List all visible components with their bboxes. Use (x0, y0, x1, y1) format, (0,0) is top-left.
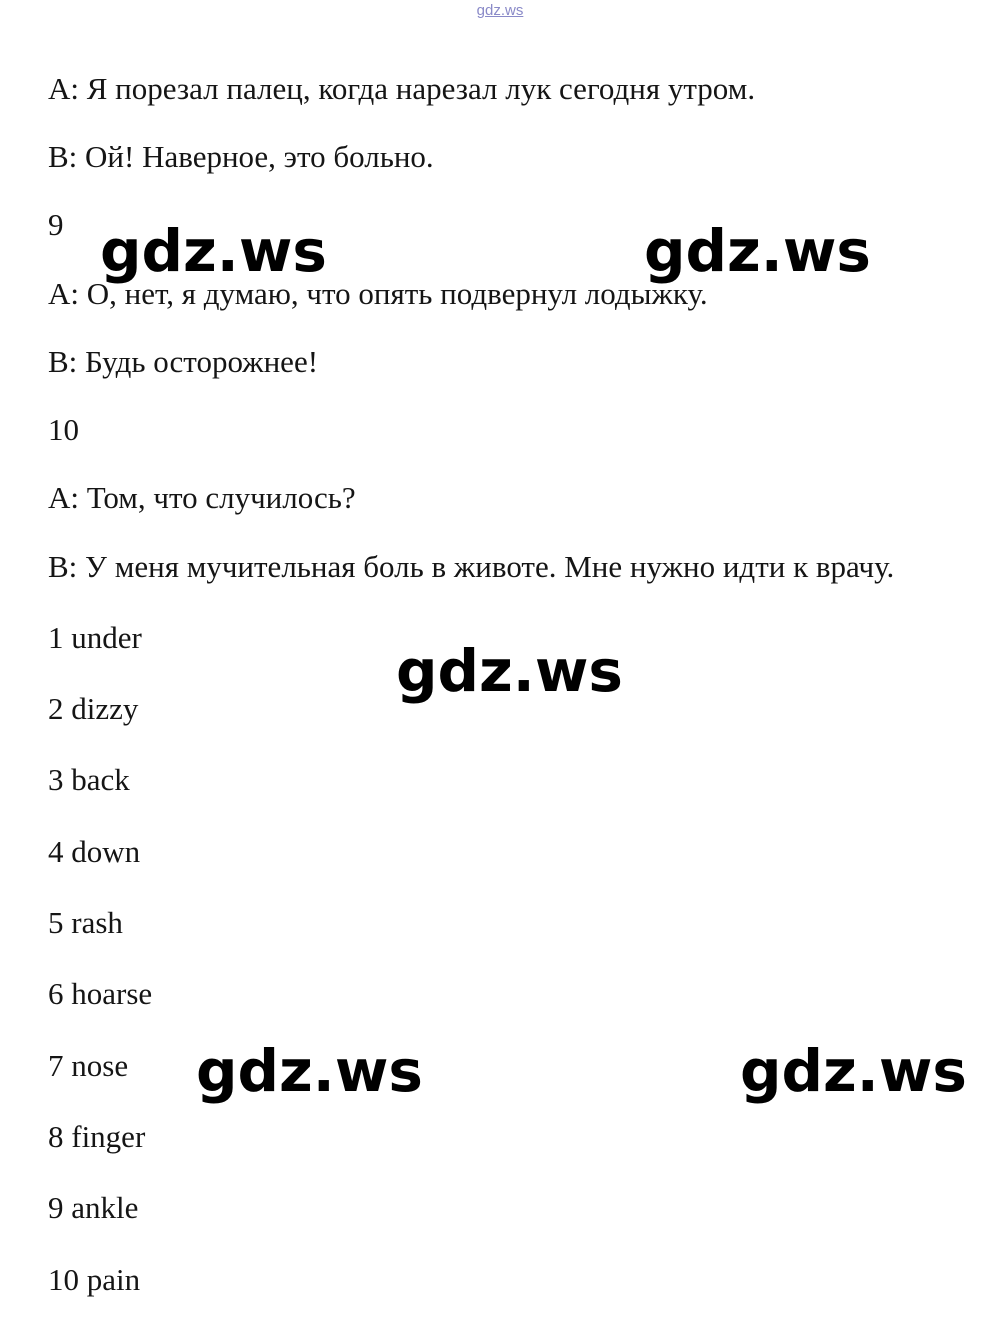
answer-item: 8 finger (48, 1119, 146, 1154)
watermark: gdz.ws (644, 217, 871, 285)
dialogue-line-a: A: О, нет, я думаю, что опять подвернул лодыжку. (48, 276, 708, 311)
answer-item: 4 down (48, 834, 141, 869)
dialogue-line-a: A: Том, что случилось? (48, 480, 356, 515)
watermark: gdz.ws (740, 1037, 967, 1105)
exercise-number: 10 (48, 412, 79, 447)
answer-item: 5 rash (48, 905, 123, 940)
answer-item: 7 nose (48, 1048, 129, 1083)
top-watermark: gdz.ws (476, 2, 524, 19)
dialogue-line-b: B: Будь осторожнее! (48, 344, 319, 379)
answer-item: 2 dizzy (48, 691, 139, 726)
watermark: gdz.ws (196, 1037, 423, 1105)
watermark: gdz.ws (100, 217, 327, 285)
answer-item: 1 under (48, 620, 142, 655)
watermark: gdz.ws (396, 637, 623, 705)
answer-item: 6 hoarse (48, 976, 153, 1011)
dialogue-line-b: B: Ой! Наверное, это больно. (48, 139, 434, 174)
answer-item: 10 pain (48, 1262, 141, 1297)
dialogue-line-a: A: Я порезал палец, когда нарезал лук сегодня утром. (48, 71, 756, 106)
dialogue-line-b: B: У меня мучительная боль в животе. Мне нужно идти к врачу. (48, 549, 895, 584)
answer-item: 9 ankle (48, 1190, 139, 1225)
answer-item: 3 back (48, 762, 130, 797)
exercise-number: 9 (48, 207, 64, 242)
